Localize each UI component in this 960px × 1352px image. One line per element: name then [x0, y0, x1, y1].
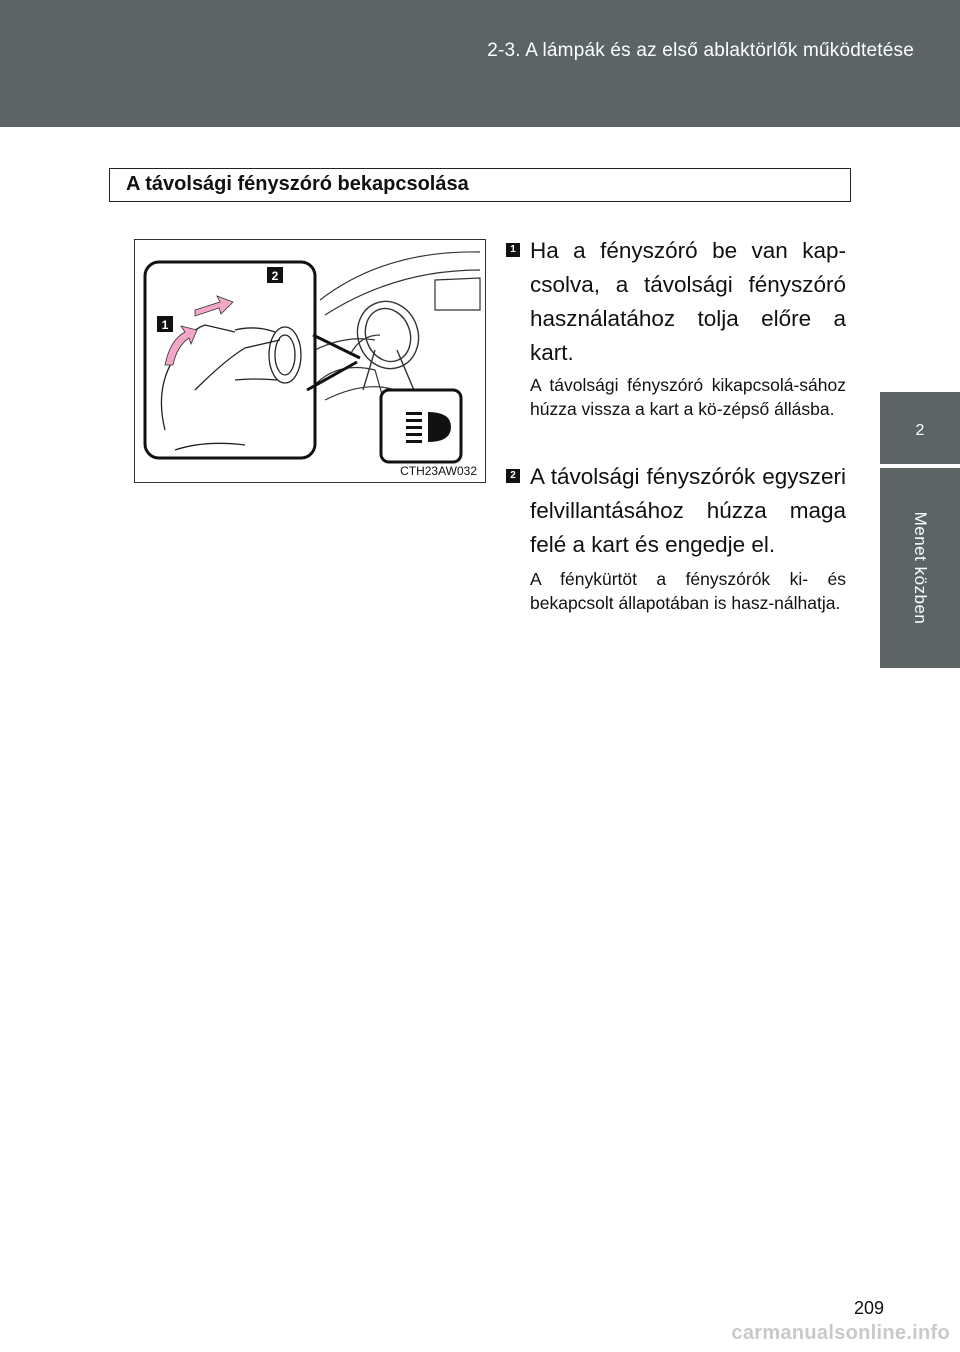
lever-illustration	[135, 240, 485, 482]
chapter-side-tab	[880, 468, 960, 668]
step-2-text: A távolsági fényszórók egyszeri felvillantásához húzza maga felé a kart és engedje el.	[530, 464, 846, 557]
step-2-note: A fénykürtöt a fényszórók ki- és bekapcsolt állapotában is hasz-nálhatja.	[530, 569, 846, 613]
section-heading-box	[109, 168, 851, 202]
step-marker-2: 2	[506, 469, 520, 483]
figure-marker-1: 1	[161, 318, 169, 332]
figure-code: CTH23AW032	[400, 464, 477, 478]
step-1-text: Ha a fényszóró be van kap-csolva, a távolsági fényszóró használatához tolja előre a kart.	[530, 238, 846, 365]
section-title: A távolsági fényszóró bekapcsolása	[126, 173, 469, 195]
page-number: 209	[853, 1298, 884, 1318]
step-1-note: A távolsági fényszóró kikapcsolá-sához húzza vissza a kart a kö-zépső állásba.	[530, 375, 846, 419]
figure-marker-2: 2	[271, 269, 279, 283]
chapter-number-tab	[880, 392, 960, 464]
chapter-side-label: Menet közben	[911, 511, 930, 625]
header-band	[0, 0, 960, 127]
chapter-number: 2	[915, 422, 925, 439]
watermark: carmanualsonline.info	[731, 1322, 950, 1344]
chapter-title: 2-3. A lámpák és az első ablaktörlők működtetése	[487, 40, 914, 61]
step-marker-1: 1	[506, 243, 520, 257]
headlight-lever-figure	[134, 239, 486, 483]
